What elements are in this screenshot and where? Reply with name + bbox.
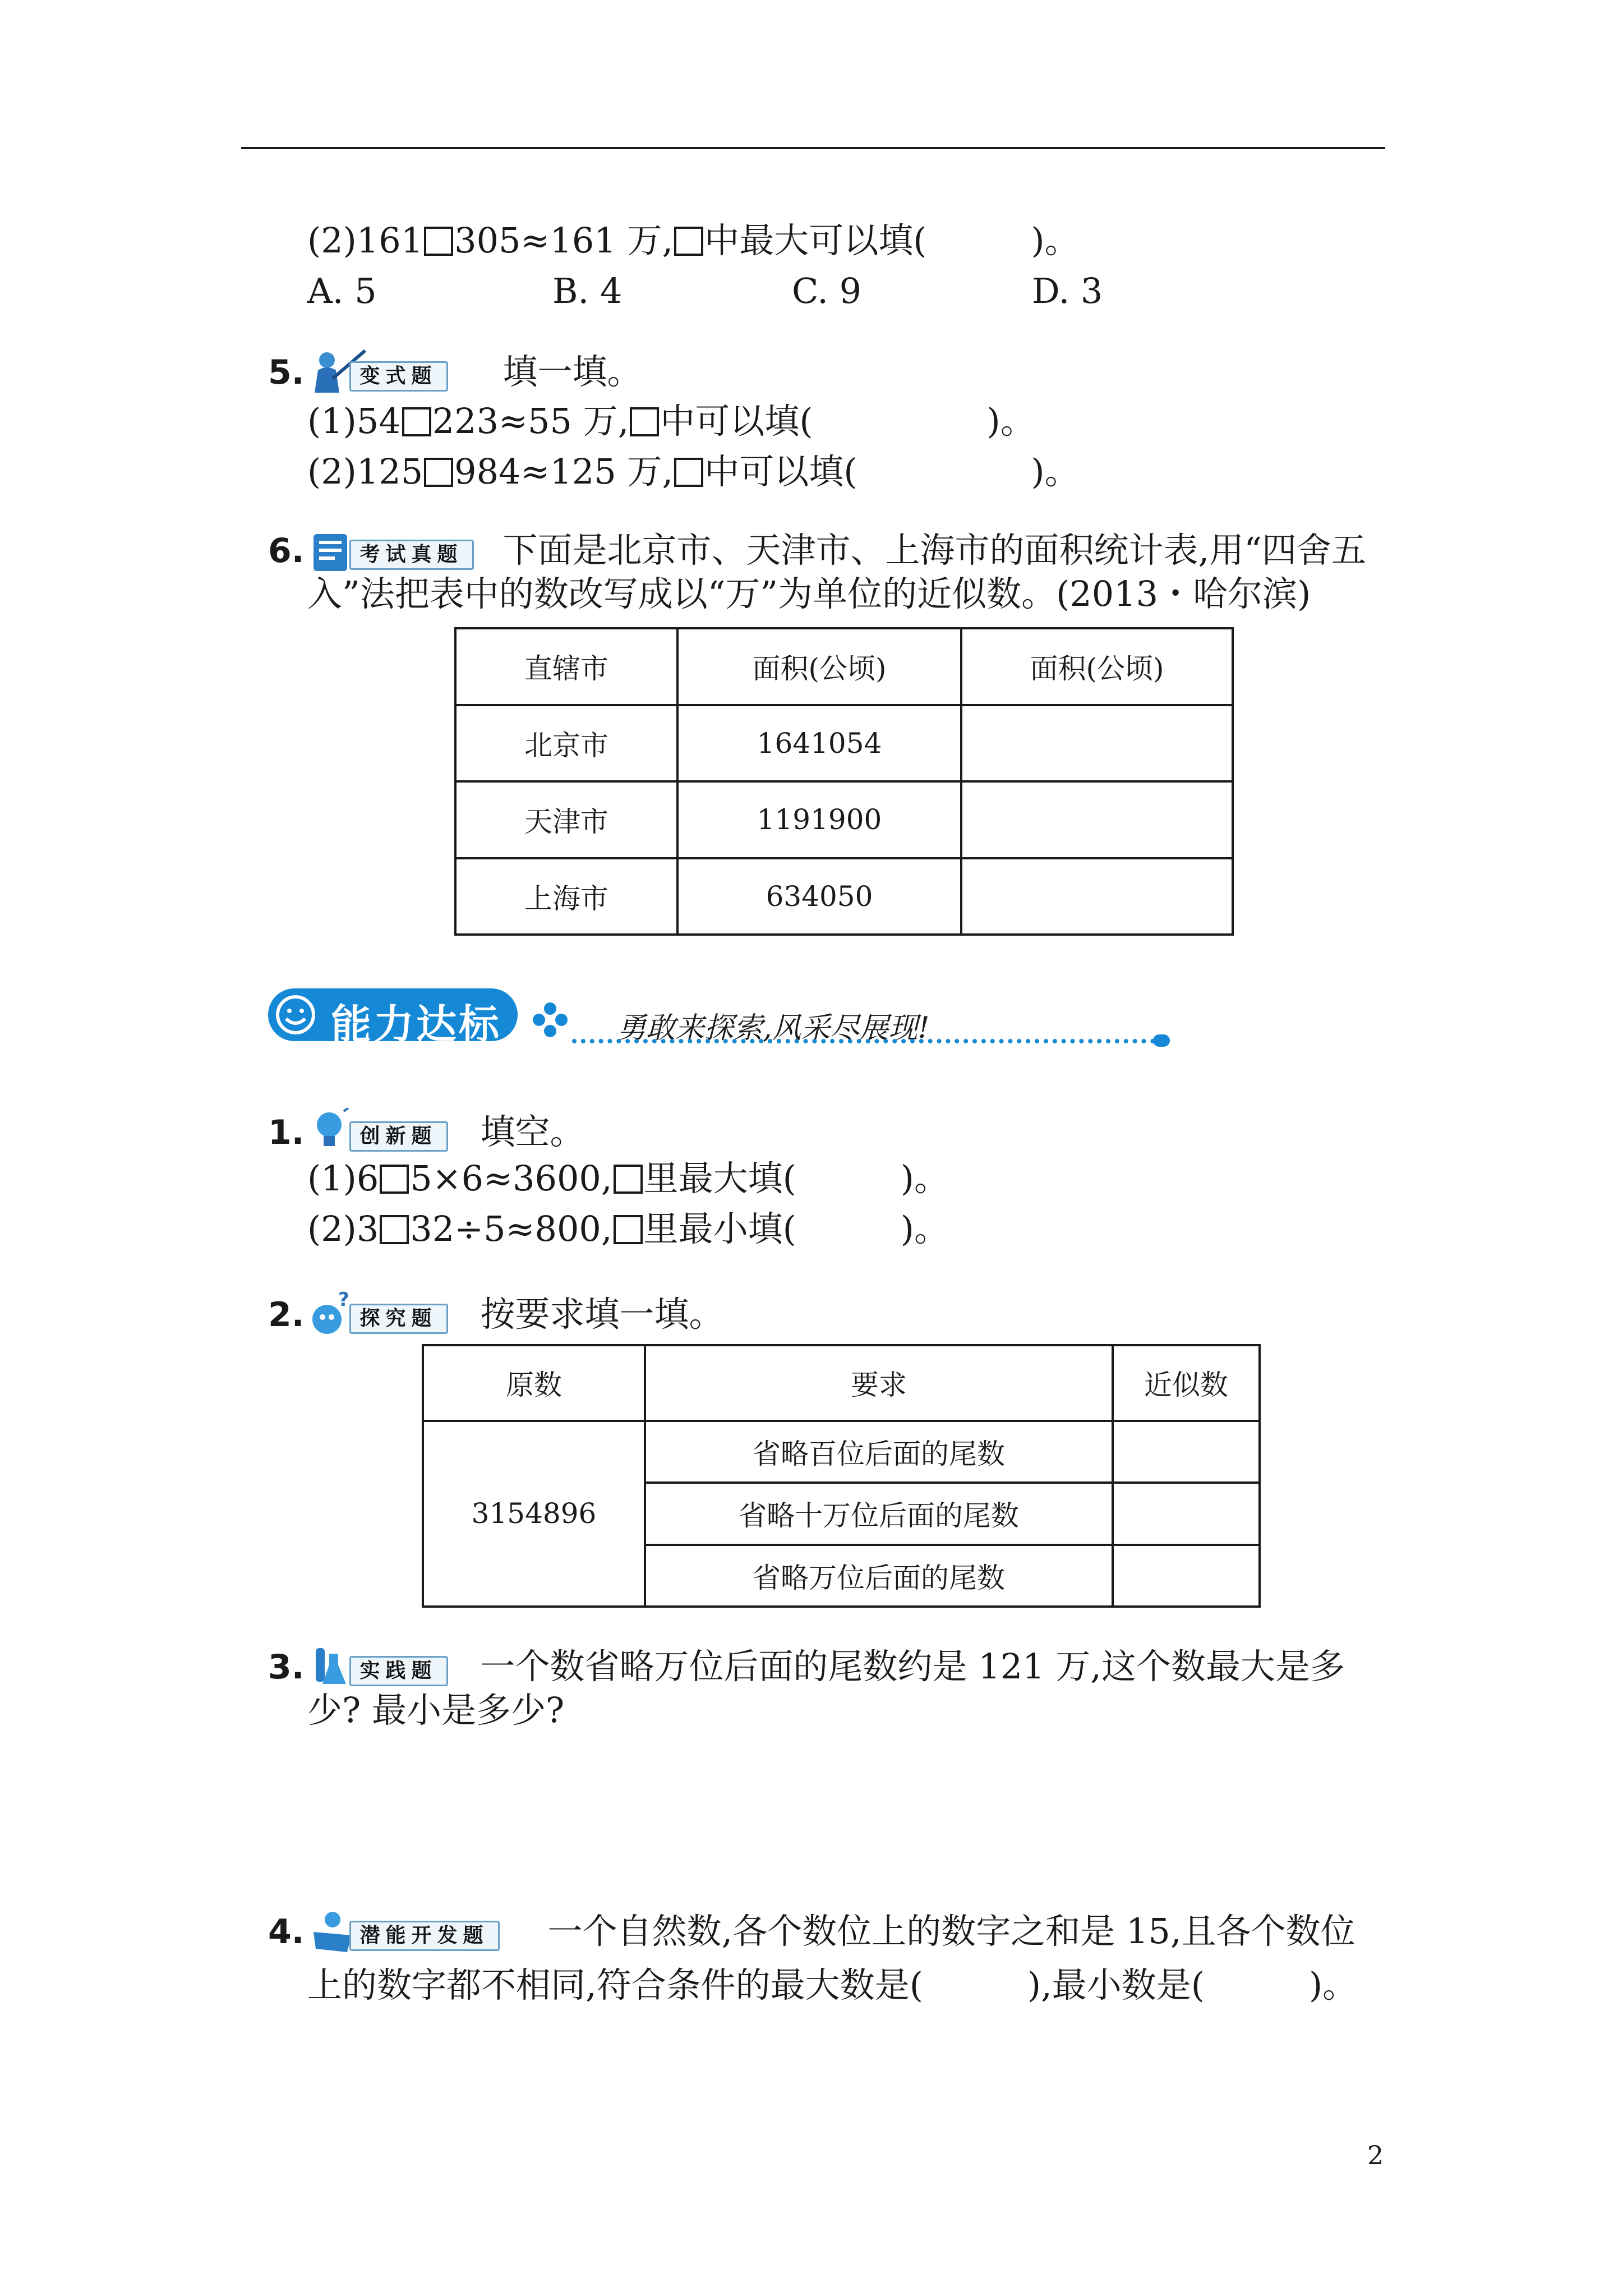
question-face-icon	[310, 1290, 355, 1341]
q5-sub-2: (2)125 984≈125 万, 中可以填( )。	[307, 451, 1080, 492]
question-number: 3.	[268, 1648, 305, 1687]
question-number: 4.	[268, 1912, 305, 1952]
requirement-cell: 省略百位后面的尾数	[645, 1421, 1113, 1483]
blank-box	[424, 227, 453, 256]
reader-icon	[310, 1907, 355, 1958]
blank-box	[380, 1165, 409, 1194]
ability-question-2: 2. ? 探究题 按要求填一填。	[268, 1290, 724, 1335]
blank-box	[424, 458, 453, 487]
page-number: 2	[1367, 2140, 1384, 2170]
section-title: 能力达标	[331, 1001, 502, 1048]
requirement-cell: 省略十万位后面的尾数	[645, 1483, 1113, 1544]
question-6-line-1: 6. 考试真题 下面是北京市、天津市、上海市的面积统计表,用“四舍五	[268, 526, 1366, 571]
question-6-line-2: 入”法把表中的数改写成以“万”为单位的近似数。(2013・哈尔滨)	[307, 573, 1311, 614]
blank-box	[674, 227, 703, 256]
ability-question-1: 1. 创新题 填空。	[268, 1108, 585, 1153]
table-cell: 上海市	[455, 858, 677, 935]
table-header: 面积(公顷)	[961, 628, 1233, 705]
option-c: C. 9	[792, 270, 862, 311]
approximation-table	[422, 1344, 1261, 1608]
ability-q1-sub-1: (1)6 5×6≈3600, 里最大填( )。	[307, 1158, 949, 1199]
section-subtitle: 勇敢来探索,风采尽展现!	[617, 1011, 930, 1045]
practice-badge: 实践题	[310, 1642, 473, 1687]
table-header: 要求	[645, 1345, 1113, 1421]
blank-box	[614, 1215, 643, 1244]
header-rule	[241, 147, 1385, 149]
option-b: B. 4	[552, 270, 623, 311]
question-number: 5.	[268, 353, 305, 392]
question-5: 5. 变式题 填一填。	[268, 348, 642, 393]
divider-end-dot	[1153, 1034, 1170, 1047]
option-a: A. 5	[307, 270, 377, 311]
q5-sub-1: (1)54 223≈55 万, 中可以填( )。	[307, 401, 1035, 441]
table-cell: 1641054	[677, 705, 961, 782]
flower-icon	[530, 1000, 570, 1040]
ability-question-3-line-1: 3. 实践题 一个数省略万位后面的尾数约是 121 万,这个数最大是多	[268, 1642, 1345, 1687]
blank-box	[402, 407, 431, 436]
explore-badge: ? 探究题	[310, 1290, 473, 1335]
exam-badge: 考试真题	[310, 526, 495, 571]
option-d: D. 3	[1032, 270, 1103, 311]
table-cell: 634050	[677, 858, 961, 935]
answer-cell[interactable]	[961, 858, 1233, 935]
flask-icon	[310, 1642, 355, 1693]
table-header: 直辖市	[455, 628, 677, 705]
question-number: 2.	[268, 1295, 305, 1335]
requirement-cell: 省略万位后面的尾数	[645, 1545, 1113, 1607]
answer-cell[interactable]	[1113, 1421, 1260, 1483]
potential-badge: 潜能开发题	[310, 1907, 540, 1952]
blank-box	[614, 1165, 643, 1194]
question-number: 6.	[268, 531, 305, 570]
table-header: 面积(公顷)	[677, 628, 961, 705]
table-header: 原数	[423, 1345, 645, 1421]
svg-text:?: ?	[338, 1290, 349, 1311]
table-header: 近似数	[1113, 1345, 1260, 1421]
smiley-icon	[275, 994, 316, 1036]
variant-badge: 变式题	[310, 348, 495, 393]
ability-question-3-line-2: 少? 最小是多少?	[307, 1690, 565, 1731]
original-number-cell: 3154896	[423, 1421, 645, 1607]
prev-question-2: (2)161 305≈161 万, 中最大可以填( )。	[307, 220, 1080, 261]
dotted-divider	[572, 1039, 1155, 1043]
answer-cell[interactable]	[961, 781, 1233, 858]
question-number: 1.	[268, 1113, 305, 1152]
ability-q1-sub-2: (2)3 32÷5≈800, 里最小填( )。	[307, 1208, 949, 1249]
blank-box	[674, 458, 703, 487]
blank-box	[380, 1215, 409, 1244]
lightbulb-icon	[310, 1108, 355, 1158]
ability-question-4-line-2: 上的数字都不相同,符合条件的最大数是( ),最小数是( )。	[307, 1964, 1358, 2005]
answer-cell[interactable]	[1113, 1545, 1260, 1607]
table-cell: 天津市	[455, 781, 677, 858]
table-cell: 1191900	[677, 781, 961, 858]
table-cell: 北京市	[455, 705, 677, 782]
area-table	[454, 627, 1234, 936]
ability-question-4-line-1: 4. 潜能开发题 一个自然数,各个数位上的数字之和是 15,且各个数位	[268, 1907, 1355, 1952]
answer-cell[interactable]	[961, 705, 1233, 782]
innovation-badge: 创新题	[310, 1108, 473, 1153]
blank-box	[630, 407, 659, 436]
answer-cell[interactable]	[1113, 1483, 1260, 1544]
